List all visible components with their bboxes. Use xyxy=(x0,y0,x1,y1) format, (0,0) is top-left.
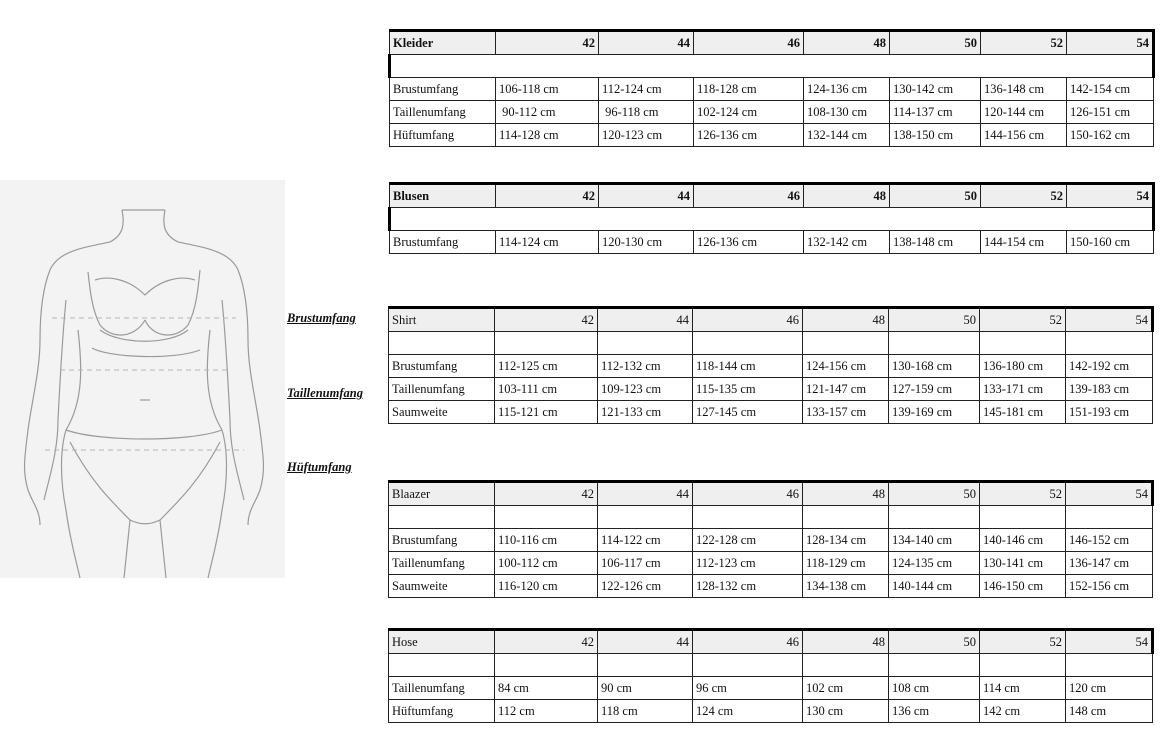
table-cell: 150-160 cm xyxy=(1067,231,1154,254)
empty-cell xyxy=(598,332,693,355)
size-header: 48 xyxy=(804,31,890,55)
empty-cell xyxy=(389,654,495,677)
table-cell: 138-148 cm xyxy=(890,231,981,254)
table-cell: 138-150 cm xyxy=(890,124,981,147)
table-row xyxy=(389,700,1153,723)
table-cell: 109-123 cm xyxy=(598,378,693,401)
table-cell: 136-148 cm xyxy=(981,78,1067,101)
table-cell: 142-192 cm xyxy=(1066,355,1153,378)
spacer-row xyxy=(389,654,1153,677)
empty-cell xyxy=(693,506,803,529)
empty-cell xyxy=(803,506,889,529)
row-label: Taillenumfang xyxy=(389,378,495,401)
row-label: Saumweite xyxy=(389,401,495,424)
table-cell: 96-118 cm xyxy=(599,101,694,124)
empty-cell xyxy=(889,332,980,355)
table-row xyxy=(390,231,1154,254)
table-cell: 114-122 cm xyxy=(598,529,693,552)
table-cell: 142-154 cm xyxy=(1067,78,1154,101)
size-header: 54 xyxy=(1067,184,1154,208)
table-cell: 103-111 cm xyxy=(495,378,598,401)
table-cell: 133-157 cm xyxy=(803,401,889,424)
spacer-row xyxy=(389,332,1153,355)
size-header: 50 xyxy=(890,184,981,208)
table-cell: 126-136 cm xyxy=(694,231,804,254)
table-cell: 144-154 cm xyxy=(981,231,1067,254)
size-header: 46 xyxy=(693,308,803,332)
size-header: 50 xyxy=(889,482,980,506)
table-header-row xyxy=(389,482,1153,506)
table-cell: 130-142 cm xyxy=(890,78,981,101)
hose-size-table xyxy=(388,628,1154,723)
table-cell: 100-112 cm xyxy=(495,552,598,575)
table-cell: 140-146 cm xyxy=(980,529,1066,552)
table-header-row xyxy=(389,308,1153,332)
table-cell: 118-128 cm xyxy=(694,78,804,101)
empty-cell xyxy=(889,654,980,677)
table-cell: 115-135 cm xyxy=(693,378,803,401)
empty-cell xyxy=(980,332,1066,355)
table-cell: 120 cm xyxy=(1066,677,1153,700)
table-cell: 130-168 cm xyxy=(889,355,980,378)
size-header: 46 xyxy=(694,31,804,55)
size-header: 42 xyxy=(496,184,599,208)
empty-cell xyxy=(1066,332,1153,355)
row-label: Brustumfang xyxy=(389,355,495,378)
table-cell: 112 cm xyxy=(495,700,598,723)
empty-cell xyxy=(803,654,889,677)
row-label: Brustumfang xyxy=(390,78,496,101)
empty-cell xyxy=(1066,506,1153,529)
table-row xyxy=(389,378,1153,401)
table-cell: 139-183 cm xyxy=(1066,378,1153,401)
table-cell: 114 cm xyxy=(980,677,1066,700)
category-title: Shirt xyxy=(389,308,495,332)
size-header: 42 xyxy=(495,630,598,654)
table-cell: 112-132 cm xyxy=(598,355,693,378)
table-cell: 114-137 cm xyxy=(890,101,981,124)
hip-label: Hüftumfang xyxy=(287,460,352,474)
table-cell: 106-118 cm xyxy=(496,78,599,101)
category-title: Hose xyxy=(389,630,495,654)
size-header: 46 xyxy=(694,184,804,208)
table-cell: 132-142 cm xyxy=(804,231,890,254)
table-cell: 142 cm xyxy=(980,700,1066,723)
waist-label: Taillenumfang xyxy=(287,386,363,400)
table-row xyxy=(389,575,1153,598)
table-cell: 106-117 cm xyxy=(598,552,693,575)
empty-cell xyxy=(803,332,889,355)
size-header: 42 xyxy=(495,482,598,506)
shirt-size-table xyxy=(388,306,1154,424)
size-header: 52 xyxy=(980,308,1066,332)
size-header: 50 xyxy=(890,31,981,55)
table-cell: 130 cm xyxy=(803,700,889,723)
table-row xyxy=(390,78,1154,101)
row-label: Hüftumfang xyxy=(390,124,496,147)
size-header: 54 xyxy=(1066,482,1153,506)
table-cell: 146-152 cm xyxy=(1066,529,1153,552)
table-row xyxy=(389,552,1153,575)
table-row xyxy=(389,677,1153,700)
size-header: 50 xyxy=(889,308,980,332)
size-header: 44 xyxy=(598,308,693,332)
table-cell: 114-124 cm xyxy=(496,231,599,254)
table-cell: 118 cm xyxy=(598,700,693,723)
spacer-row xyxy=(389,506,1153,529)
table-cell: 112-125 cm xyxy=(495,355,598,378)
table-cell: 122-128 cm xyxy=(693,529,803,552)
empty-cell xyxy=(693,654,803,677)
row-label: Brustumfang xyxy=(389,529,495,552)
table-cell: 121-133 cm xyxy=(598,401,693,424)
size-header: 48 xyxy=(804,184,890,208)
row-label: Hüftumfang xyxy=(389,700,495,723)
table-cell: 90-112 cm xyxy=(496,101,599,124)
blusen-size-table xyxy=(388,182,1155,254)
table-cell: 145-181 cm xyxy=(980,401,1066,424)
bust-label: Brustumfang xyxy=(287,311,356,325)
table-cell: 124-156 cm xyxy=(803,355,889,378)
size-header: 46 xyxy=(693,630,803,654)
table-header-row xyxy=(389,630,1153,654)
table-cell: 124 cm xyxy=(693,700,803,723)
spacer-row xyxy=(390,208,1154,231)
table-cell: 132-144 cm xyxy=(804,124,890,147)
table-header-row xyxy=(390,184,1154,208)
size-header: 44 xyxy=(599,31,694,55)
table-cell: 144-156 cm xyxy=(981,124,1067,147)
size-header: 42 xyxy=(496,31,599,55)
empty-cell xyxy=(598,654,693,677)
table-cell: 136 cm xyxy=(889,700,980,723)
size-header: 52 xyxy=(980,482,1066,506)
row-label: Brustumfang xyxy=(390,231,496,254)
body-measurement-figure xyxy=(0,180,285,578)
table-cell: 146-150 cm xyxy=(980,575,1066,598)
row-label: Saumweite xyxy=(389,575,495,598)
size-header: 52 xyxy=(981,31,1067,55)
table-cell: 128-134 cm xyxy=(803,529,889,552)
table-cell: 96 cm xyxy=(693,677,803,700)
table-cell: 120-123 cm xyxy=(599,124,694,147)
size-header: 54 xyxy=(1066,630,1153,654)
table-cell: 102 cm xyxy=(803,677,889,700)
table-cell: 114-128 cm xyxy=(496,124,599,147)
table-cell: 140-144 cm xyxy=(889,575,980,598)
empty-cell xyxy=(889,506,980,529)
table-cell: 126-136 cm xyxy=(694,124,804,147)
table-cell: 115-121 cm xyxy=(495,401,598,424)
row-label: Taillenumfang xyxy=(389,677,495,700)
table-cell: 130-141 cm xyxy=(980,552,1066,575)
empty-cell xyxy=(980,506,1066,529)
size-header: 42 xyxy=(495,308,598,332)
category-title: Blaazer xyxy=(389,482,495,506)
blaazer-size-table xyxy=(388,480,1154,598)
table-row xyxy=(390,101,1154,124)
table-cell: 121-147 cm xyxy=(803,378,889,401)
table-cell: 112-124 cm xyxy=(599,78,694,101)
size-header: 48 xyxy=(803,630,889,654)
table-row xyxy=(389,529,1153,552)
category-title: Kleider xyxy=(390,31,496,55)
table-cell: 108-130 cm xyxy=(804,101,890,124)
table-cell: 148 cm xyxy=(1066,700,1153,723)
table-cell: 118-129 cm xyxy=(803,552,889,575)
table-cell: 122-126 cm xyxy=(598,575,693,598)
table-row xyxy=(389,401,1153,424)
table-cell: 134-140 cm xyxy=(889,529,980,552)
size-header: 52 xyxy=(980,630,1066,654)
size-header: 54 xyxy=(1066,308,1153,332)
row-label: Taillenumfang xyxy=(389,552,495,575)
size-header: 44 xyxy=(598,482,693,506)
table-cell: 136-180 cm xyxy=(980,355,1066,378)
table-cell: 118-144 cm xyxy=(693,355,803,378)
body-outline-illustration xyxy=(0,180,285,578)
empty-cell xyxy=(389,506,495,529)
kleider-size-table xyxy=(388,29,1155,147)
size-header: 46 xyxy=(693,482,803,506)
size-header: 52 xyxy=(981,184,1067,208)
table-cell: 134-138 cm xyxy=(803,575,889,598)
size-header: 48 xyxy=(803,482,889,506)
table-cell: 120-130 cm xyxy=(599,231,694,254)
table-header-row xyxy=(390,31,1154,55)
table-cell: 136-147 cm xyxy=(1066,552,1153,575)
size-header: 44 xyxy=(599,184,694,208)
spacer-row xyxy=(390,55,1154,78)
table-cell: 152-156 cm xyxy=(1066,575,1153,598)
table-cell: 151-193 cm xyxy=(1066,401,1153,424)
table-cell: 126-151 cm xyxy=(1067,101,1154,124)
empty-cell xyxy=(495,506,598,529)
table-row xyxy=(389,355,1153,378)
table-cell: 133-171 cm xyxy=(980,378,1066,401)
size-header: 44 xyxy=(598,630,693,654)
table-cell: 150-162 cm xyxy=(1067,124,1154,147)
table-cell: 127-159 cm xyxy=(889,378,980,401)
row-label: Taillenumfang xyxy=(390,101,496,124)
empty-cell xyxy=(980,654,1066,677)
table-cell: 108 cm xyxy=(889,677,980,700)
size-header: 50 xyxy=(889,630,980,654)
empty-cell xyxy=(598,506,693,529)
size-header: 48 xyxy=(803,308,889,332)
table-cell: 124-135 cm xyxy=(889,552,980,575)
table-cell: 90 cm xyxy=(598,677,693,700)
empty-cell xyxy=(495,654,598,677)
size-header: 54 xyxy=(1067,31,1154,55)
table-cell: 84 cm xyxy=(495,677,598,700)
category-title: Blusen xyxy=(390,184,496,208)
table-cell: 139-169 cm xyxy=(889,401,980,424)
table-cell: 110-116 cm xyxy=(495,529,598,552)
table-cell: 112-123 cm xyxy=(693,552,803,575)
empty-cell xyxy=(693,332,803,355)
table-cell: 124-136 cm xyxy=(804,78,890,101)
table-cell: 120-144 cm xyxy=(981,101,1067,124)
table-cell: 116-120 cm xyxy=(495,575,598,598)
empty-cell xyxy=(495,332,598,355)
table-row xyxy=(390,124,1154,147)
empty-cell xyxy=(390,208,1154,231)
table-cell: 127-145 cm xyxy=(693,401,803,424)
table-cell: 128-132 cm xyxy=(693,575,803,598)
empty-cell xyxy=(1066,654,1153,677)
table-cell: 102-124 cm xyxy=(694,101,804,124)
empty-cell xyxy=(389,332,495,355)
empty-cell xyxy=(390,55,1154,78)
